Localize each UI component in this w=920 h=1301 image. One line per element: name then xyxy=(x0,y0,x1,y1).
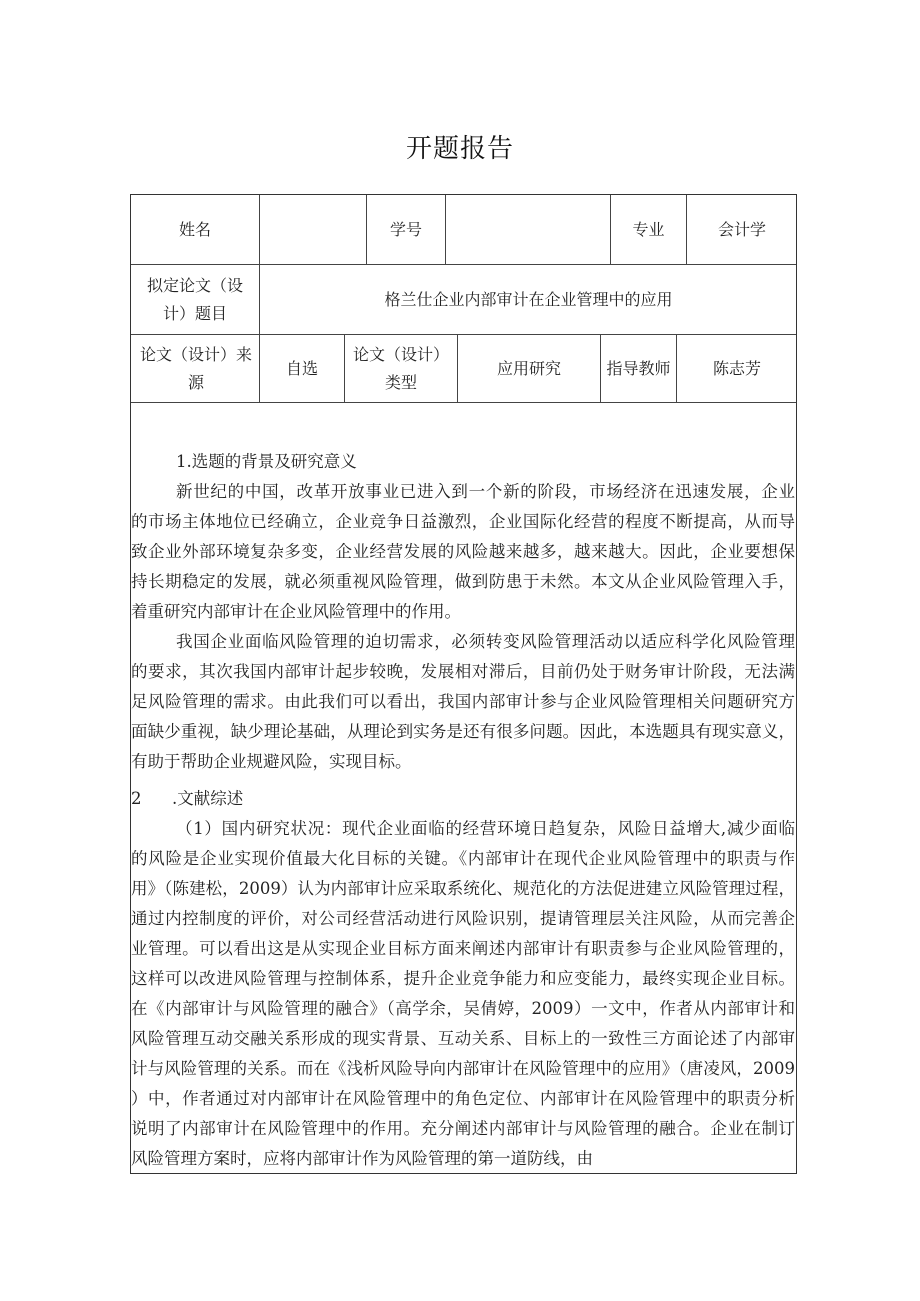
paragraph-line: 的要求，其次我国内部审计起步较晚，发展相对滞后，目前仍处于财务审计阶段，无法满 xyxy=(131,662,795,681)
section2-title: .文献综述 xyxy=(172,789,244,808)
source-label: 论文（设计）来源 xyxy=(139,345,252,392)
topic-value: 格兰仕企业内部审计在企业管理中的应用 xyxy=(384,290,673,309)
paragraph-line: 我国企业面临风险管理的迫切需求，必须转变风险管理活动以适应科学化风险管理 xyxy=(176,632,795,651)
paragraph-line: 新世纪的中国，改革开放事业已进入到一个新的阶段，市场经济在迅速发展，企业 xyxy=(176,482,795,501)
paragraph-line: 业管理。可以看出这是从实现企业目标方面来阐述内部审计有职责参与企业风险管理的， xyxy=(131,939,795,958)
paragraph-line: 持长期稳定的发展，就必须重视风险管理，做到防患于未然。本文从企业风险管理入手， xyxy=(131,572,795,591)
paragraph-line: 通过内控制度的评价，对公司经营活动进行风险识别，提请管理层关注风险，从而完善企 xyxy=(131,909,795,928)
paragraph-line: 的市场主体地位已经确立，企业竞争日益激烈，企业国际化经营的程度不断提高，从而导 xyxy=(131,512,795,531)
paragraph-line: ）中，作者通过对内部审计在风险管理中的角色定位、内部审计在风险管理中的职责分析 xyxy=(131,1089,795,1108)
paragraph-line: 的风险是企业实现价值最大化目标的关键。《内部审计在现代企业风险管理中的职责与作 xyxy=(131,849,795,868)
paragraph-line: 用》（陈建松，2009）认为内部审计应采取系统化、规范化的方法促进建立风险管理过程， xyxy=(131,879,795,898)
proposal-body xyxy=(131,447,795,1174)
section1-heading: 1.选题的背景及研究意义 xyxy=(176,452,357,471)
paragraph-line: 面缺少重视，缺少理论基础，从理论到实务是还有很多问题。因此，本选题具有现实意义， xyxy=(131,722,795,741)
paragraph-line: 致企业外部环境复杂多变，企业经营发展的风险越来越多，越来越大。因此，企业要想保 xyxy=(131,542,795,561)
name-value[interactable] xyxy=(260,195,366,265)
paragraph-line: 足风险管理的需求。由此我们可以看出，我国内部审计参与企业风险管理相关问题研究方 xyxy=(131,692,795,711)
paragraph-line: 在《内部审计与风险管理的融合》（高学余，吴倩婷，2009）一文中，作者从内部审计和 xyxy=(131,999,795,1018)
name-label: 姓名 xyxy=(178,220,211,239)
advisor-value: 陈志芳 xyxy=(712,359,761,378)
student-id-label: 学号 xyxy=(389,220,422,239)
paragraph-line: 着重研究内部审计在企业风险管理中的作用。 xyxy=(131,602,461,621)
topic-label: 拟定论文（设计）题目 xyxy=(146,276,243,323)
advisor-label: 指导教师 xyxy=(606,359,671,378)
section2-number: 2 xyxy=(131,789,142,808)
source-value: 自选 xyxy=(285,359,318,378)
section1-content xyxy=(131,477,795,777)
major-value: 会计学 xyxy=(717,220,766,239)
col-divider xyxy=(344,335,345,403)
paragraph-line: 计与风险管理的关系。而在《浅析风险导向内部审计在风险管理中的应用》（唐凌风，2009 xyxy=(131,1059,795,1078)
student-id-value[interactable] xyxy=(446,195,610,265)
type-value: 应用研究 xyxy=(496,359,561,378)
type-label: 论文（设计）类型 xyxy=(352,345,449,392)
section2-content xyxy=(131,814,795,1174)
paragraph-line: 这样可以改进风险管理与控制体系，提升企业竞争能力和应变能力，最终实现企业目标。 xyxy=(131,969,795,988)
section2-heading xyxy=(131,784,795,814)
paragraph-line: （1）国内研究状况：现代企业面临的经营环境日趋复杂，风险日益增大,减少面临 xyxy=(176,819,795,838)
major-label: 专业 xyxy=(632,220,665,239)
paragraph-line: 风险管理方案时，应将内部审计作为风险管理的第一道防线，由 xyxy=(131,1149,593,1168)
paragraph-line: 有助于帮助企业规避风险，实现目标。 xyxy=(131,752,412,771)
paragraph-line: 说明了内部审计在风险管理中的作用。充分阐述内部审计与风险管理的融合。企业在制订 xyxy=(131,1119,795,1138)
paragraph-line: 风险管理互动交融关系形成的现实背景、互动关系、目标上的一致性三方面论述了内部审 xyxy=(131,1029,795,1048)
page-title: 开题报告 xyxy=(405,134,514,164)
